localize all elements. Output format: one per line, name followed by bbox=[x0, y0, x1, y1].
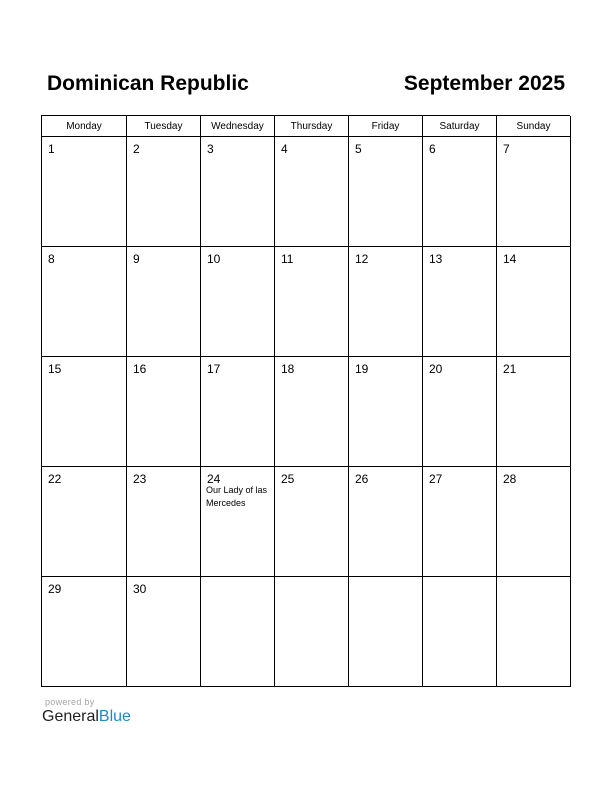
day-cell bbox=[423, 137, 497, 247]
day-cell bbox=[349, 467, 423, 577]
brand-logo[interactable] bbox=[42, 708, 131, 726]
day-cell-empty bbox=[275, 577, 349, 687]
day-number: 9 bbox=[133, 252, 140, 266]
day-number: 19 bbox=[355, 362, 369, 376]
day-number: 13 bbox=[429, 252, 443, 266]
weekday-header: Thursday bbox=[275, 116, 349, 137]
day-number: 6 bbox=[429, 142, 436, 156]
day-number: 21 bbox=[503, 362, 517, 376]
day-cell-empty bbox=[349, 577, 423, 687]
day-number: 24 bbox=[207, 472, 221, 486]
day-number: 27 bbox=[429, 472, 443, 486]
day-cell bbox=[423, 247, 497, 357]
day-cell bbox=[127, 577, 201, 687]
day-cell bbox=[497, 137, 571, 247]
day-cell-empty bbox=[201, 577, 275, 687]
weekday-header: Friday bbox=[349, 116, 423, 137]
day-number: 4 bbox=[281, 142, 288, 156]
footer bbox=[42, 697, 131, 726]
day-cell bbox=[497, 247, 571, 357]
day-cell bbox=[42, 467, 127, 577]
day-number: 8 bbox=[48, 252, 55, 266]
day-cell bbox=[127, 137, 201, 247]
day-cell bbox=[42, 247, 127, 357]
day-cell bbox=[275, 247, 349, 357]
day-number: 20 bbox=[429, 362, 443, 376]
day-cell bbox=[42, 357, 127, 467]
day-cell bbox=[349, 357, 423, 467]
brand-blue: Blue bbox=[98, 708, 131, 725]
day-cell bbox=[275, 137, 349, 247]
day-cell-empty bbox=[497, 577, 571, 687]
day-cell bbox=[127, 357, 201, 467]
day-cell bbox=[497, 467, 571, 577]
powered-by-text: powered by bbox=[45, 697, 95, 707]
country-title: Dominican Republic bbox=[47, 72, 249, 95]
day-cell bbox=[42, 577, 127, 687]
day-number: 3 bbox=[207, 142, 214, 156]
day-cell bbox=[275, 357, 349, 467]
weekday-header: Tuesday bbox=[127, 116, 201, 137]
day-cell bbox=[201, 137, 275, 247]
day-number: 28 bbox=[503, 472, 517, 486]
day-number: 22 bbox=[48, 472, 62, 486]
day-cell bbox=[127, 467, 201, 577]
weekday-header: Saturday bbox=[423, 116, 497, 137]
calendar-grid bbox=[41, 115, 570, 687]
day-cell bbox=[497, 357, 571, 467]
day-number: 23 bbox=[133, 472, 147, 486]
holiday-label: Our Lady of las Mercedes bbox=[206, 485, 268, 508]
day-number: 11 bbox=[281, 252, 294, 266]
day-cell bbox=[349, 137, 423, 247]
day-number: 12 bbox=[355, 252, 369, 266]
day-cell bbox=[275, 467, 349, 577]
weekday-header: Wednesday bbox=[201, 116, 275, 137]
weekday-header: Monday bbox=[42, 116, 127, 137]
day-number: 15 bbox=[48, 362, 62, 376]
day-number: 5 bbox=[355, 142, 362, 156]
day-number: 25 bbox=[281, 472, 295, 486]
day-cell bbox=[201, 467, 275, 577]
day-cell bbox=[423, 357, 497, 467]
month-year-title: September 2025 bbox=[403, 72, 565, 95]
brand-general: General bbox=[42, 708, 99, 725]
day-cell bbox=[423, 467, 497, 577]
day-cell bbox=[201, 357, 275, 467]
day-number: 30 bbox=[133, 582, 147, 596]
day-number: 14 bbox=[503, 252, 517, 266]
day-number: 17 bbox=[207, 362, 221, 376]
day-number: 16 bbox=[133, 362, 147, 376]
day-number: 10 bbox=[207, 252, 221, 266]
weekday-header: Sunday bbox=[497, 116, 571, 137]
day-cell bbox=[349, 247, 423, 357]
day-number: 7 bbox=[503, 142, 510, 156]
day-number: 29 bbox=[48, 582, 62, 596]
day-cell-empty bbox=[423, 577, 497, 687]
day-number: 2 bbox=[133, 142, 140, 156]
day-cell bbox=[42, 137, 127, 247]
day-cell bbox=[127, 247, 201, 357]
day-number: 18 bbox=[281, 362, 295, 376]
day-cell bbox=[201, 247, 275, 357]
day-number: 1 bbox=[48, 142, 55, 156]
day-number: 26 bbox=[355, 472, 369, 486]
